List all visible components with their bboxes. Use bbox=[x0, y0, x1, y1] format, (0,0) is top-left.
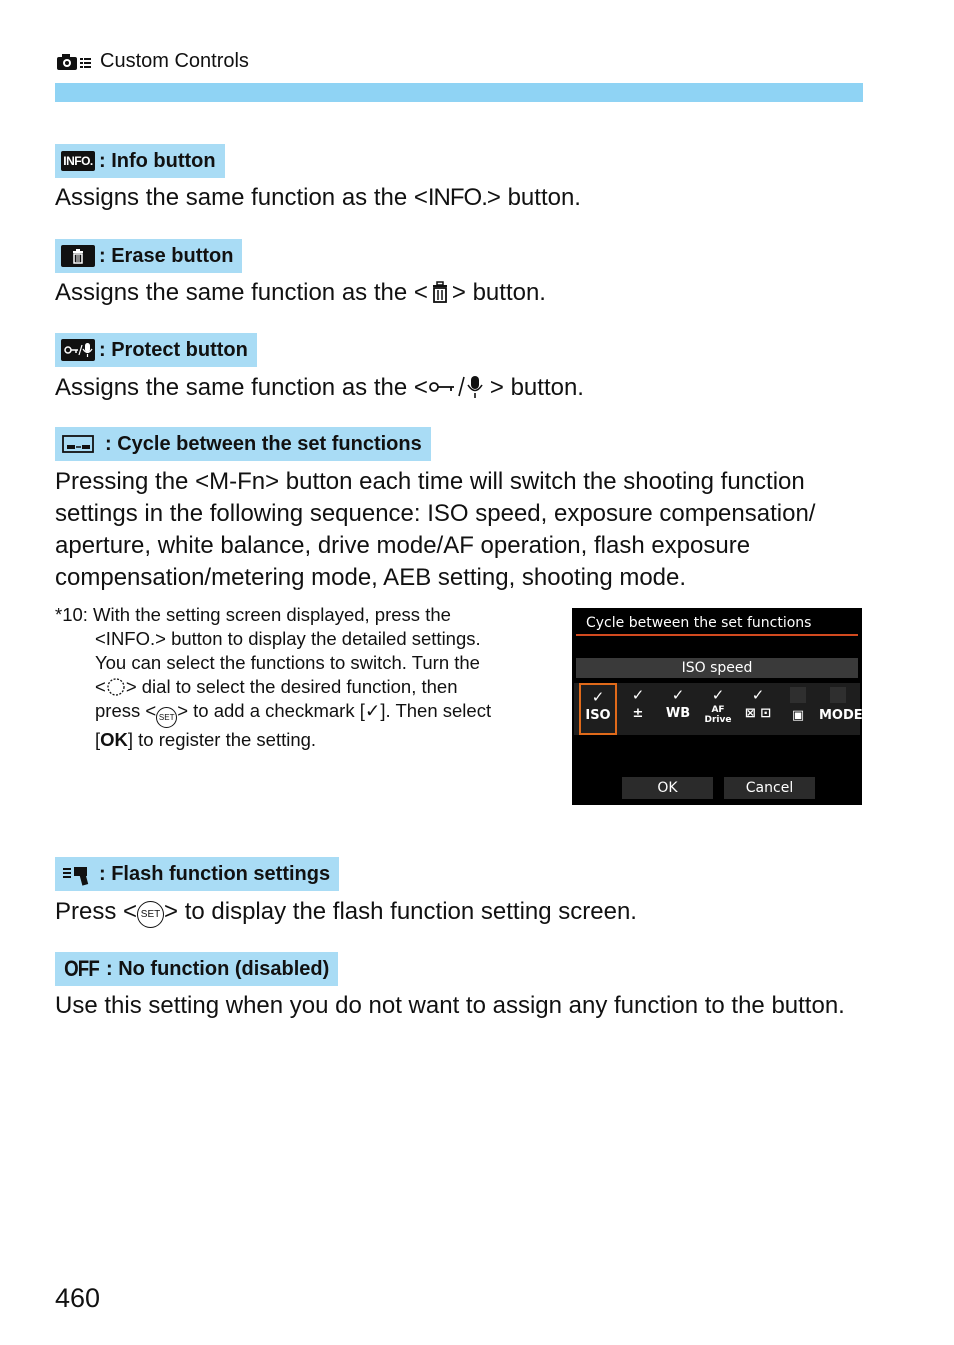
screen-cycle-icon bbox=[61, 433, 95, 455]
section-title: : Info button bbox=[99, 149, 216, 172]
function-item-wb[interactable] bbox=[659, 683, 697, 735]
note-text: > dial to select the desired function, then bbox=[125, 676, 458, 697]
empty-checkbox bbox=[790, 687, 806, 703]
note-line: *10: With the setting screen displayed, press the bbox=[55, 604, 451, 625]
desc-text: Press < bbox=[55, 898, 138, 925]
note-line bbox=[55, 699, 555, 728]
cycle-description: Pressing the <M-Fn> button each time will switch the shooting function settings in the following sequence: ISO speed, exposure compensation/ aperture, white balance, drive mode/AF operation, flash exposure compensation/metering mode, AEB setting, shooting mode. bbox=[55, 468, 816, 591]
trash-icon bbox=[61, 245, 95, 267]
function-label: WB bbox=[665, 706, 691, 721]
camera-settings-screen bbox=[572, 608, 862, 805]
function-label: ISO bbox=[585, 708, 611, 723]
info-description bbox=[55, 182, 875, 214]
function-label: MODE bbox=[819, 708, 863, 723]
info-icon: INFO. bbox=[61, 151, 95, 171]
note-text: > to add a checkmark [ bbox=[177, 700, 365, 721]
section-title: : Erase button bbox=[99, 244, 234, 267]
section-title: : Cycle between the set functions bbox=[105, 432, 422, 455]
desc-text: > button. bbox=[451, 279, 546, 306]
off-icon: OFF bbox=[64, 956, 99, 981]
function-item-flash-metering[interactable] bbox=[739, 683, 777, 735]
erase-description bbox=[55, 277, 875, 309]
aeb-icon: ▣ bbox=[791, 708, 805, 723]
checkmark-icon: ✓ bbox=[364, 700, 381, 721]
no-function-description: Use this setting when you do not want to assign any function to the button. bbox=[55, 992, 845, 1019]
section-title: : Flash function settings bbox=[99, 862, 331, 885]
desc-text: Assigns the same function as the < bbox=[55, 184, 428, 211]
section-title: : Protect button bbox=[99, 338, 248, 361]
checkmark-icon: ✓ bbox=[591, 688, 605, 706]
desc-text: Assigns the same function as the < bbox=[55, 374, 428, 401]
section-title: : No function (disabled) bbox=[106, 957, 330, 980]
note-line: <INFO.> button to display the detailed settings. bbox=[95, 628, 481, 649]
desc-text: > button. bbox=[489, 374, 584, 401]
key-mic-icon bbox=[61, 339, 95, 361]
footnote bbox=[55, 603, 555, 752]
function-item-aeb[interactable] bbox=[779, 683, 817, 735]
ok-label: OK bbox=[100, 729, 128, 750]
camera-custom-icon bbox=[56, 52, 92, 72]
ok-button[interactable]: OK bbox=[622, 777, 713, 799]
set-button-icon: SET bbox=[156, 707, 177, 728]
page-number: 460 bbox=[55, 1283, 101, 1313]
section-erase-button bbox=[55, 239, 242, 273]
page-header bbox=[56, 50, 249, 73]
set-button-icon: SET bbox=[137, 901, 164, 928]
section-no-function bbox=[55, 952, 338, 986]
header-title: Custom Controls bbox=[100, 50, 249, 72]
desc-text: Assigns the same function as the < bbox=[55, 279, 428, 306]
function-item-iso[interactable] bbox=[579, 683, 617, 735]
exposure-comp-icon: ± bbox=[632, 706, 644, 721]
section-cycle-functions bbox=[55, 427, 431, 461]
header-rule bbox=[55, 83, 863, 102]
function-row bbox=[574, 683, 863, 735]
trash-symbol-icon bbox=[428, 280, 452, 304]
function-label: AF Drive bbox=[704, 705, 732, 725]
empty-checkbox bbox=[830, 687, 846, 703]
checkmark-icon: ✓ bbox=[711, 686, 725, 704]
checkmark-icon: ✓ bbox=[671, 686, 685, 704]
note-text: < bbox=[95, 676, 106, 697]
cancel-button[interactable]: Cancel bbox=[724, 777, 815, 799]
dial-icon bbox=[106, 677, 126, 697]
info-symbol: INFO. bbox=[427, 184, 487, 211]
flash-icon bbox=[61, 862, 95, 886]
checkmark-icon: ✓ bbox=[631, 686, 645, 704]
flash-metering-icon: ⊠ ⊡ bbox=[744, 706, 772, 721]
note-line: You can select the functions to switch. Turn the bbox=[95, 652, 480, 673]
checkmark-icon: ✓ bbox=[751, 686, 765, 704]
screen-title: Cycle between the set functions bbox=[586, 615, 812, 631]
selected-function-label: ISO speed bbox=[576, 658, 858, 678]
note-line bbox=[55, 675, 555, 699]
flash-description bbox=[55, 896, 875, 928]
note-text: [ bbox=[95, 729, 101, 750]
protect-description bbox=[55, 372, 875, 404]
function-item-exposure[interactable] bbox=[619, 683, 657, 735]
function-item-mode[interactable] bbox=[819, 683, 863, 735]
note-text: press < bbox=[95, 700, 157, 721]
function-item-af-drive[interactable] bbox=[699, 683, 737, 735]
section-protect-button bbox=[55, 333, 257, 367]
desc-text: > to display the flash function setting screen. bbox=[164, 898, 637, 925]
note-line bbox=[55, 728, 555, 752]
section-flash-settings bbox=[55, 857, 339, 891]
note-text: ] to register the setting. bbox=[127, 729, 317, 750]
key-mic-symbol-icon bbox=[428, 374, 490, 400]
note-text: ]. Then select bbox=[380, 700, 492, 721]
title-divider bbox=[576, 634, 858, 636]
section-info-button bbox=[55, 144, 225, 178]
desc-text: > button. bbox=[486, 184, 581, 211]
